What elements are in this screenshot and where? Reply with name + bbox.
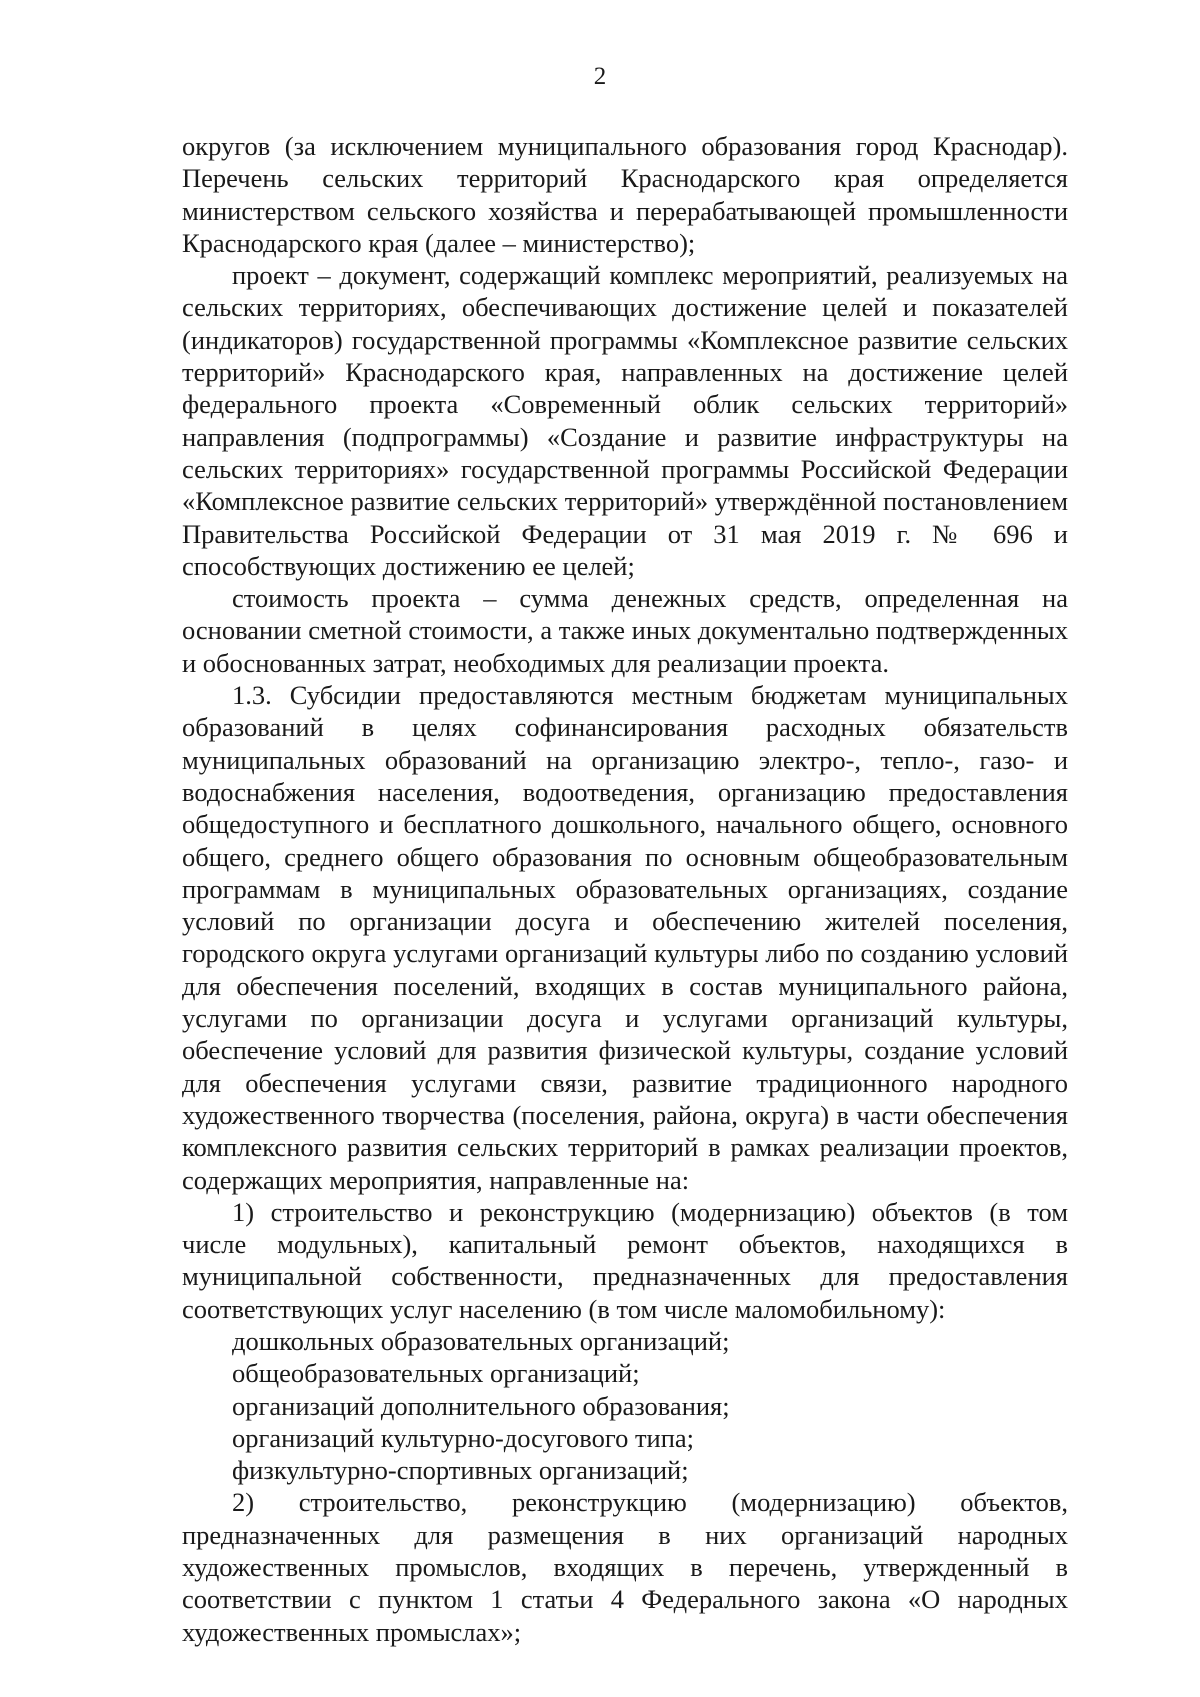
page-number: 2 [593, 63, 607, 90]
paragraph-item-2: 2) строительство, реконструкцию (модернизацию) объектов, предназначенных для размещения в них организаций народных художественных промыслов, входящих в перечень, утвержденный в соответствии с пунктом 1 статьи 4 Федерального закона «О народных художественных промыслах»; [182, 1487, 1068, 1647]
list-item: физкультурно-спортивных организаций; [232, 1455, 689, 1486]
paragraph-project-cost: стоимость проекта – сумма денежных средств, определенная на основании сметной стоимости, а также иных документально подтвержденных и обоснованных затрат, необходимых для реализации проекта. [182, 583, 1068, 678]
paragraph-continuation: округов (за исключением муниципального образования город Краснодар). Перечень сельских территорий Краснодарского края определяется министерством сельского хозяйства и перерабатывающей промышленности Краснодарского края (далее – министерство); [182, 131, 1068, 258]
list-item: организаций культурно-досугового типа; [232, 1422, 695, 1453]
list-item: дошкольных образовательных организаций; [232, 1325, 730, 1356]
document-body [182, 130, 1068, 1648]
list-item: общеобразовательных организаций; [232, 1358, 640, 1389]
list-item: организаций дополнительного образования; [232, 1390, 730, 1421]
paragraph-item-1: 1) строительство и реконструкцию (модернизацию) объектов (в том числе модульных), капитальный ремонт объектов, находящихся в муниципальной собственности, предназначенных для предоставления соответствующих услуг населению (в том числе маломобильному): [182, 1196, 1068, 1324]
paragraph-section-1-3: 1.3. Субсидии предоставляются местным бюджетам муниципальных образований в целях софинансирования расходных обязательств муниципальных образований на организацию электро-, тепло-, газо- и водоснабжения населения, водоотведения, организацию предоставления общедоступного и бесплатного дошкольного, начального общего, основного общего, среднего общего образования по основным общеобразовательным программам в муниципальных образовательных организациях, создание условий по организации досуга и обеспечению жителей поселения, городского округа услугами организаций культуры либо по созданию условий для обеспечения поселений, входящих в состав муниципального района, услугами по организации досуга и услугами организаций культуры, обеспечение условий для развития физической культуры, создание условий для обеспечения услугами связи, развитие традиционного народного художественного творчества (поселения, района, округа) в части обеспечения комплексного развития сельских территорий в рамках реализации проектов, содержащих мероприятия, направленные на: [182, 680, 1068, 1195]
paragraph-project-definition: проект – документ, содержащий комплекс мероприятий, реализуемых на сельских территориях, обеспечивающих достижение целей и показателей (индикаторов) государственной программы «Комплексное развитие сельских территорий» Краснодарского края, направленных на достижение целей федерального проекта «Современный облик сельских территорий» направления (подпрограммы) «Создание и развитие инфраструктуры на сельских территориях» государственной программы Российской Федерации «Комплексное развитие сельских территорий» утверждённой постановлением Правительства Российской Федерации от 31 мая 2019 г. № 696 и способствующих достижению ее целей; [182, 260, 1068, 581]
